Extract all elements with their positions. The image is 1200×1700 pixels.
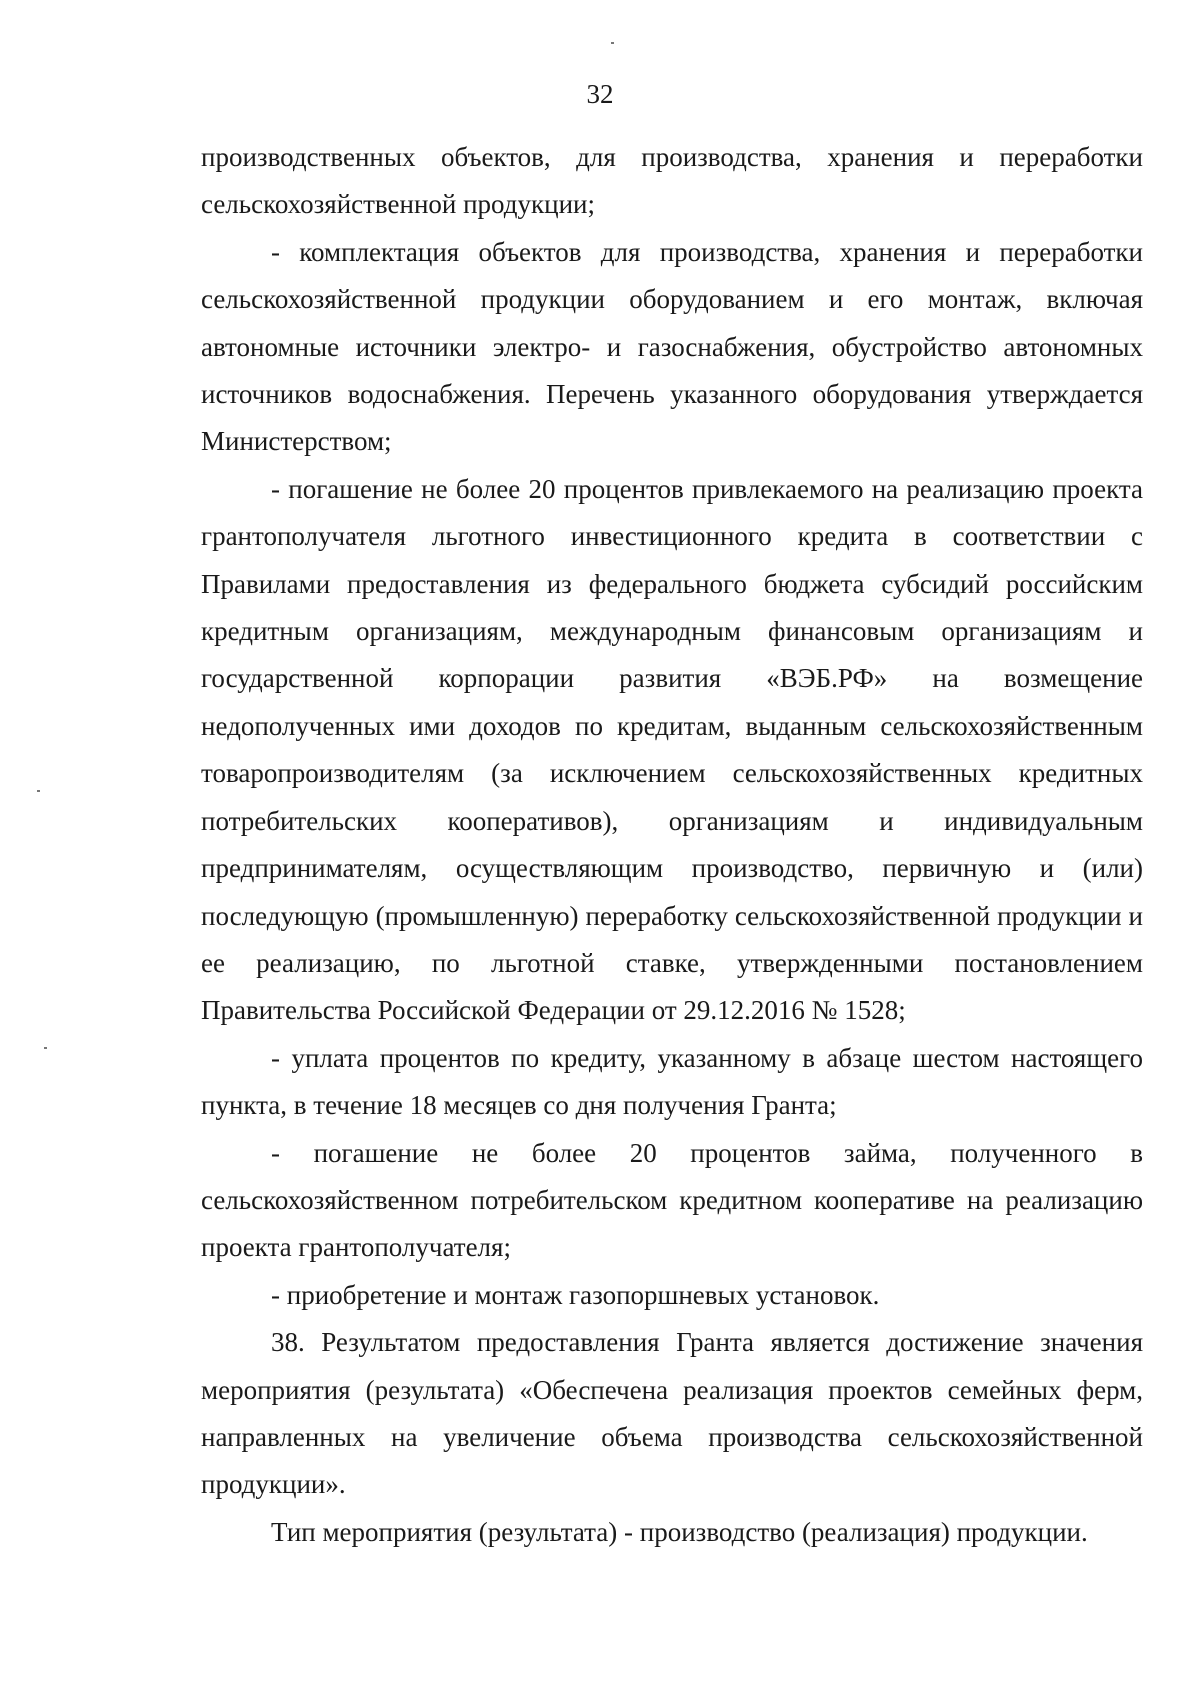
page-number: 32: [586, 79, 614, 109]
paragraph-credit-repayment: - погашение не более 20 процентов привлекаемого на реализацию проекта грантополучателя льготного инвестиционного кредита в соответствии с Правилами предоставления из федерального бюджета субсидий российским кредитным организациям, международным финансовым организациям и государственной корпорации развития «ВЭБ.РФ» на возмещение недополученных ими доходов по кредитам, выданным сельскохозяйственным товаропроизводителям (за исключением сельскохозяйственных кредитных потребительских кооперативов), организациям и индивидуальным предпринимателям, осуществляющим производство, первичную и (или) последующую (промышленную) переработку сельскохозяйственной продукции и ее реализацию, по льготной ставке, утвержденными постановлением Правительства Российской Федерации от 29.12.2016 № 1528;: [201, 473, 1143, 1026]
scan-speck: [44, 1047, 47, 1049]
paragraph-continuation: производственных объектов, для производства, хранения и переработки сельскохозяйственной продукции;: [201, 142, 1143, 220]
scan-speck: [37, 790, 40, 792]
paragraph-result-38: 38. Результатом предоставления Гранта является достижение значения мероприятия (результата) «Обеспечена реализация проектов семейных ферм, направленных на увеличение объема производства сельскохозяйственной продукции».: [201, 1327, 1143, 1500]
document-body: [201, 134, 1143, 1556]
paragraph-loan-repayment: - погашение не более 20 процентов займа, полученного в сельскохозяйственном потребительском кредитном кооперативе на реализацию проекта грантополучателя;: [201, 1137, 1143, 1263]
paragraph-gas-units: - приобретение и монтаж газопоршневых установок.: [271, 1279, 880, 1310]
scan-speck: [611, 42, 614, 44]
paragraph-interest-payment: - уплата процентов по кредиту, указанному в абзаце шестом настоящего пункта, в течение 18 месяцев со дня получения Гранта;: [201, 1042, 1143, 1121]
paragraph-equipment: - комплектация объектов для производства, хранения и переработки сельскохозяйственной продукции оборудованием и его монтаж, включая автономные источники электро- и газоснабжения, обустройство автономных источников водоснабжения. Перечень указанного оборудования утверждается Министерством;: [201, 236, 1143, 457]
paragraph-result-type: Тип мероприятия (результата) - производство (реализация) продукции.: [271, 1516, 1088, 1547]
